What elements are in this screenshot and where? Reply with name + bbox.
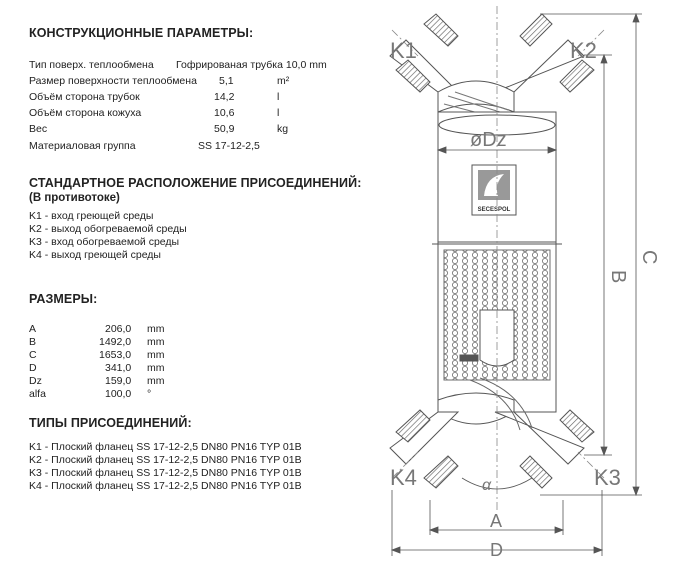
dimension-value: 341,0 [105, 362, 132, 374]
construction-unit: l [277, 107, 280, 119]
dimension-label: B [29, 336, 37, 348]
flange-k3 [560, 410, 594, 442]
logo-text: SECESPOL [477, 207, 511, 213]
dimension-unit: mm [147, 362, 165, 374]
label-a: A [490, 511, 503, 531]
construction-label: Объём сторона трубок [29, 91, 140, 103]
construction-label: Тип поверх. теплообмена [29, 59, 154, 71]
label-k1: K1 [390, 38, 417, 63]
connection-type-item: K1 - Плоский фланец SS 17-12-2,5 DN80 PN16 TYP 01B [29, 441, 302, 453]
construction-value: SS 17-12-2,5 [198, 140, 260, 152]
dimension-value: 159,0 [105, 375, 132, 387]
connection-item: K4 - выход греющей среды [29, 249, 161, 261]
construction-value: Гофрированая трубка 10,0 mm [176, 59, 327, 71]
connections-heading: СТАНДАРТНОЕ РАСПОЛОЖЕНИЕ ПРИСОЕДИНЕНИЙ: [29, 176, 362, 190]
label-c: C [638, 250, 660, 265]
dimension-value: 206,0 [105, 323, 132, 335]
dimension-label: alfa [29, 388, 46, 400]
dimension-label: C [29, 349, 37, 361]
flange-k3-bottom [520, 456, 552, 488]
flange-k2-top [520, 14, 552, 46]
dimension-label: D [29, 362, 37, 374]
label-k3: K3 [594, 465, 621, 490]
construction-value: 5,1 [219, 75, 234, 87]
construction-label: Вес [29, 123, 48, 135]
label-alpha: α [482, 477, 492, 494]
label-b: B [607, 270, 629, 284]
dimension-unit: ° [147, 388, 152, 400]
dimension-label: A [29, 323, 37, 335]
dimension-unit: mm [147, 349, 165, 361]
dimension-value: 100,0 [105, 388, 132, 400]
label-dz: øDz [470, 129, 507, 151]
construction-label: Объём сторона кожуха [29, 107, 142, 119]
construction-label: Материаловая группа [29, 140, 136, 152]
dimension-unit: mm [147, 375, 165, 387]
construction-value: 14,2 [214, 91, 235, 103]
dimension-unit: mm [147, 336, 165, 348]
connection-types-heading: ТИПЫ ПРИСОЕДИНЕНИЙ: [29, 416, 192, 430]
connection-item: K2 - выход обогреваемой среды [29, 223, 187, 235]
dimension-label: Dz [29, 375, 42, 387]
flange-k4-bottom [424, 456, 458, 488]
flange-k2 [560, 60, 594, 92]
construction-unit: m² [277, 75, 290, 87]
label-k2: K2 [570, 38, 597, 63]
construction-heading: КОНСТРУКЦИОННЫЕ ПАРАМЕТРЫ: [29, 26, 254, 40]
exchanger-body [390, 14, 594, 488]
connection-type-item: K3 - Плоский фланец SS 17-12-2,5 DN80 PN16 TYP 01B [29, 467, 302, 479]
heat-exchanger-drawing [380, 0, 700, 569]
connections-subheading: (В противотоке) [29, 192, 120, 204]
label-k4: K4 [390, 465, 417, 490]
construction-unit: kg [277, 123, 289, 135]
dimension-value: 1492,0 [99, 336, 132, 348]
flange-k1-top [424, 14, 458, 46]
secespol-logo [472, 165, 516, 215]
connection-item: K1 - вход греющей среды [29, 210, 154, 222]
label-d: D [490, 540, 503, 560]
connection-item: K3 - вход обогреваемой среды [29, 236, 180, 248]
dimensions-heading: РАЗМЕРЫ: [29, 292, 98, 306]
connection-type-item: K2 - Плоский фланец SS 17-12-2,5 DN80 PN16 TYP 01B [29, 454, 302, 466]
construction-unit: l [277, 91, 280, 103]
connection-type-item: K4 - Плоский фланец SS 17-12-2,5 DN80 PN16 TYP 01B [29, 480, 302, 492]
dimension-unit: mm [147, 323, 165, 335]
construction-value: 50,9 [214, 123, 235, 135]
dimension-value: 1653,0 [99, 349, 132, 361]
construction-value: 10,6 [214, 107, 235, 119]
construction-label: Размер поверхности теплообмена [29, 75, 197, 87]
